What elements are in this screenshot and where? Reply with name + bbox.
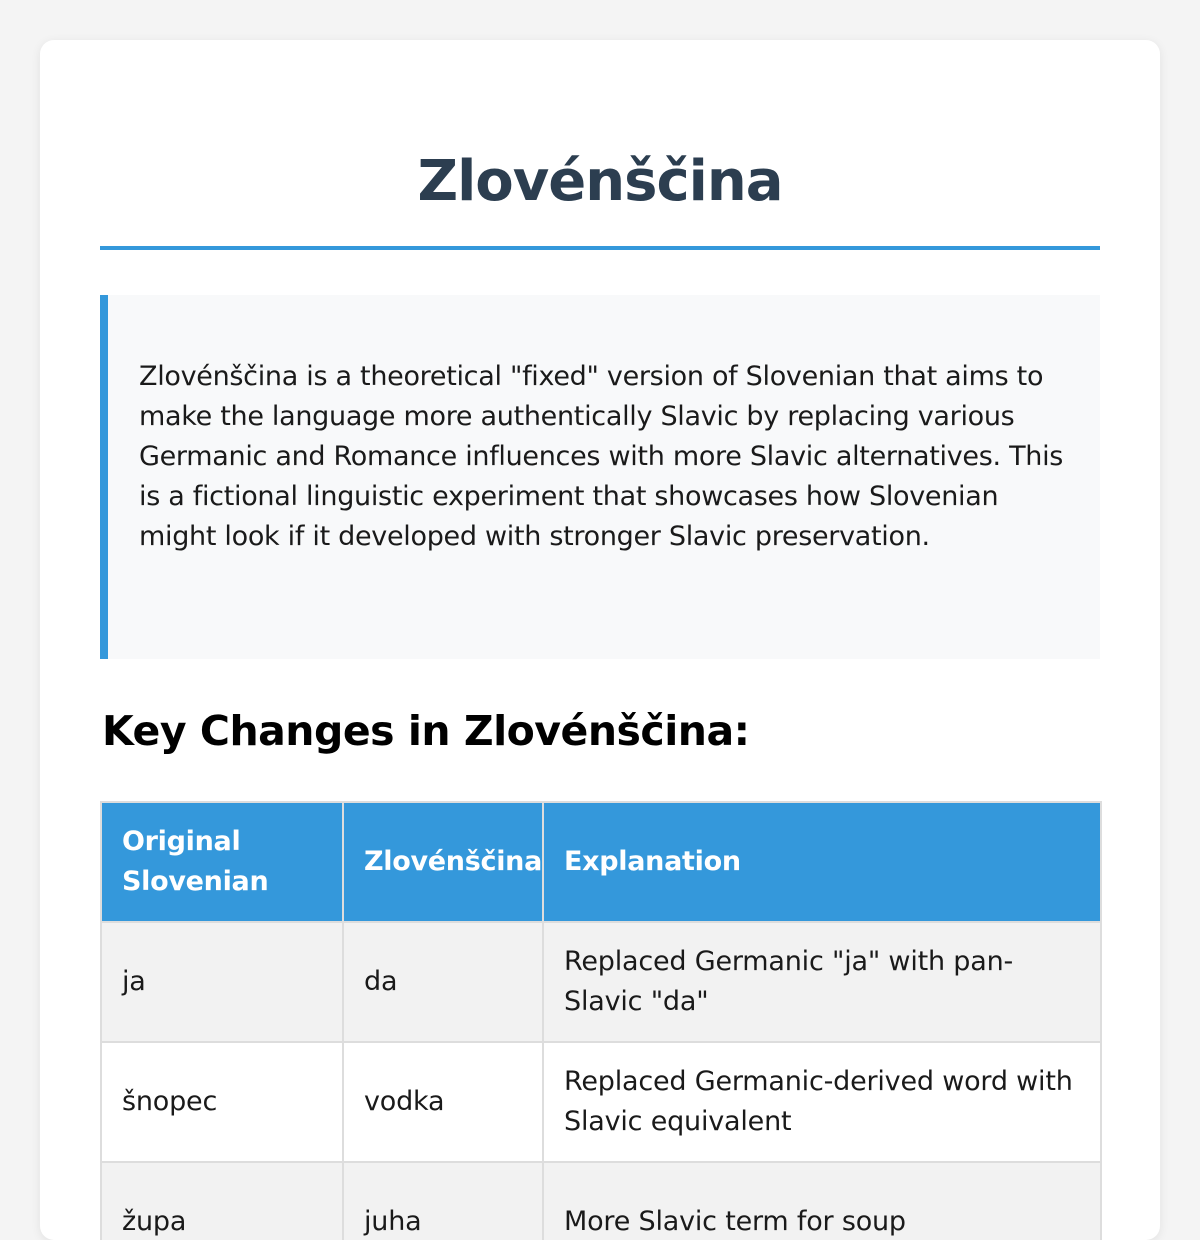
- page-title: Zlovénščina: [417, 149, 783, 214]
- cell-explanation: Replaced Germanic "ja" with pan-Slavic "da": [543, 922, 1101, 1042]
- table-row: [101, 922, 1101, 1042]
- intro-text: Zlovénščina is a theoretical "fixed" version of Slovenian that aims to make the language more authentically Slavic by replacing various Germanic and Romance influences with more Slavic alternatives. This is a fictional linguistic experiment that showcases how Slovenian might look if it developed with stronger Slavic preservation.: [139, 361, 1064, 552]
- table-header-row: [101, 802, 1101, 922]
- section-heading: Key Changes in Zlovénščina:: [102, 707, 750, 755]
- document-card: [40, 40, 1160, 1240]
- header-explanation: Explanation: [543, 802, 1101, 922]
- table-row: [101, 1162, 1101, 1240]
- cell-explanation: Replaced Germanic-derived word with Slavic equivalent: [543, 1042, 1101, 1162]
- header-zlovenscina: Zlovénščina: [343, 802, 543, 922]
- cell-original: ja: [101, 922, 343, 1042]
- cell-explanation: More Slavic term for soup: [543, 1162, 1101, 1240]
- cell-original: župa: [101, 1162, 343, 1240]
- title-divider: [100, 246, 1100, 250]
- cell-original: šnopec: [101, 1042, 343, 1162]
- table-row: [101, 1042, 1101, 1162]
- cell-zlovenscina: juha: [343, 1162, 543, 1240]
- intro-callout: [100, 295, 1100, 659]
- header-original: Original Slovenian: [101, 802, 343, 922]
- changes-table: [100, 801, 1102, 1240]
- cell-zlovenscina: da: [343, 922, 543, 1042]
- cell-zlovenscina: vodka: [343, 1042, 543, 1162]
